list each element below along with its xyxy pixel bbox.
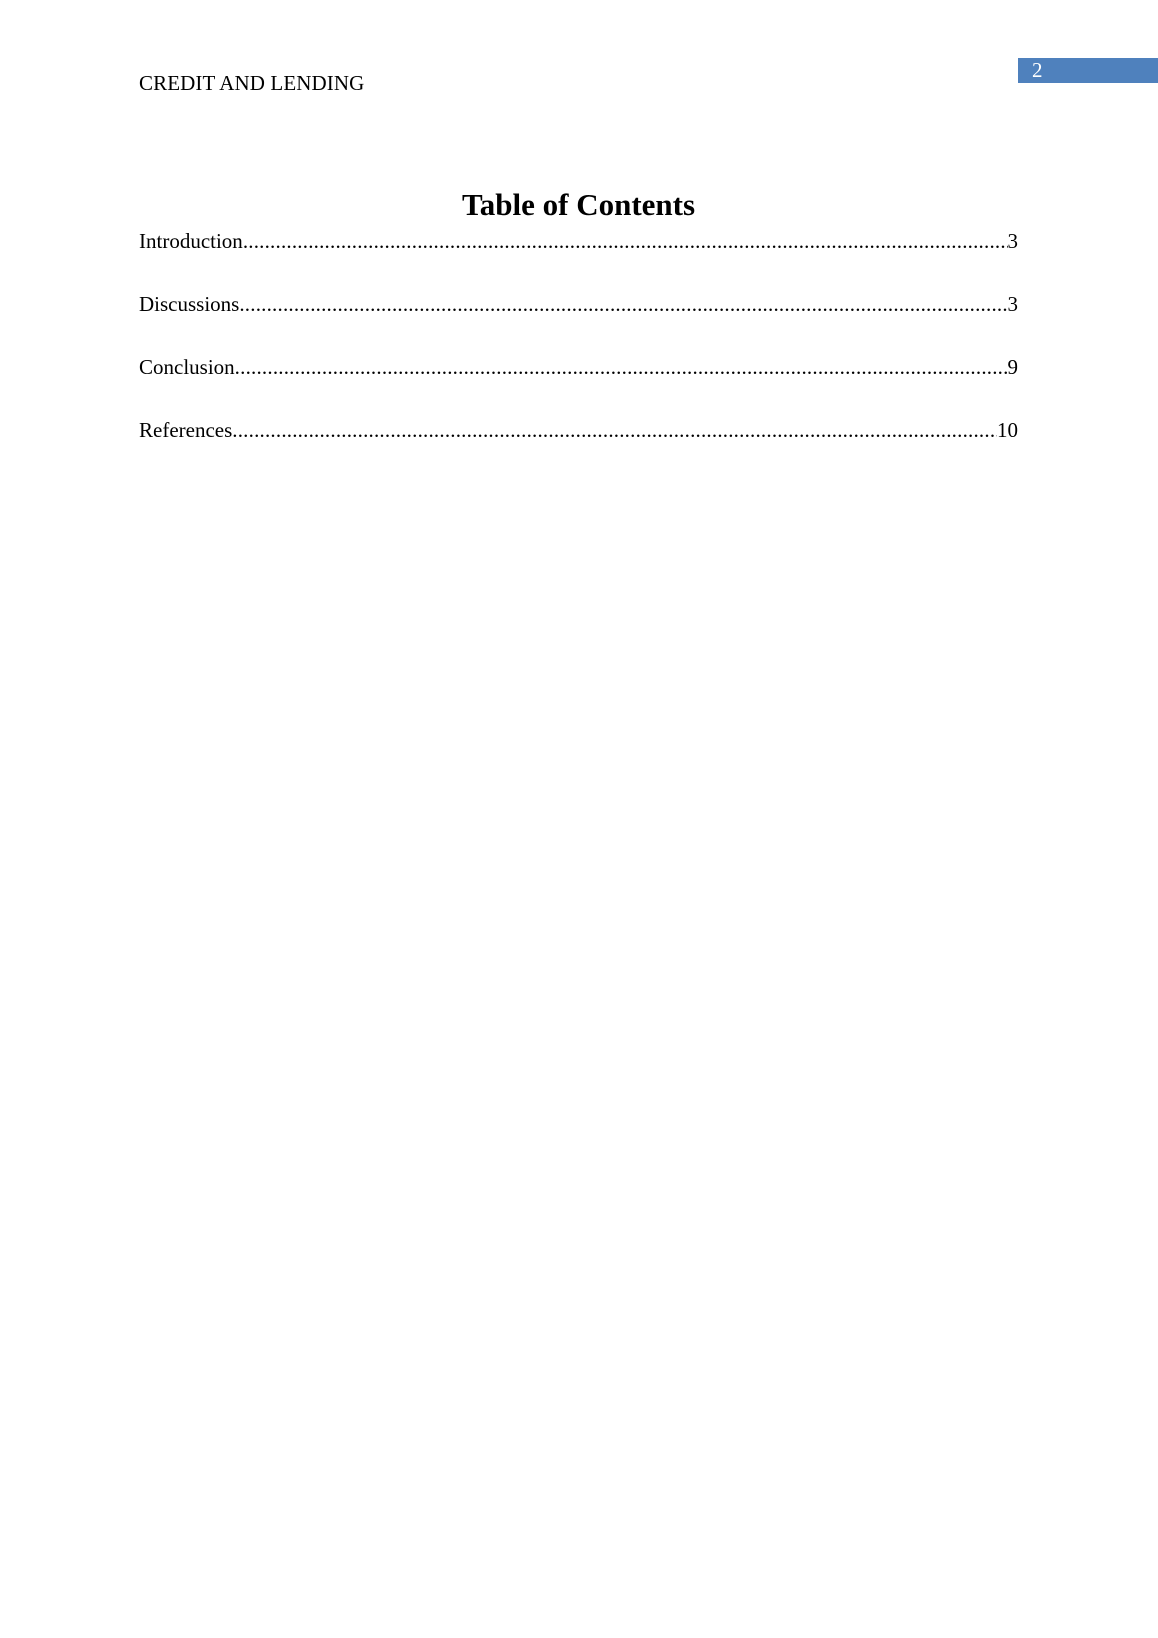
running-head: CREDIT AND LENDING bbox=[139, 71, 365, 95]
toc-entry-page: 3 bbox=[1007, 229, 1018, 253]
page-number-badge bbox=[1018, 58, 1158, 83]
table-of-contents bbox=[139, 227, 1018, 479]
toc-entry-label: Introduction bbox=[139, 229, 243, 253]
toc-entry-label: Conclusion bbox=[139, 355, 235, 379]
toc-entry-introduction[interactable] bbox=[139, 227, 1018, 290]
toc-entry-label: References bbox=[139, 418, 233, 442]
toc-entry-page: 9 bbox=[1007, 355, 1018, 379]
toc-title: Table of Contents bbox=[461, 187, 696, 222]
toc-entry-label: Discussions bbox=[139, 292, 240, 316]
page-number: 2 bbox=[1032, 58, 1043, 82]
toc-dot-leader bbox=[239, 290, 1007, 318]
toc-entry-references[interactable] bbox=[139, 416, 1018, 479]
toc-dot-leader bbox=[232, 416, 997, 444]
toc-entry-discussions[interactable] bbox=[139, 290, 1018, 353]
toc-entry-page: 10 bbox=[997, 418, 1018, 442]
toc-dot-leader bbox=[243, 227, 1008, 255]
toc-dot-leader bbox=[235, 353, 1008, 381]
toc-entry-conclusion[interactable] bbox=[139, 353, 1018, 416]
toc-entry-page: 3 bbox=[1007, 292, 1018, 316]
